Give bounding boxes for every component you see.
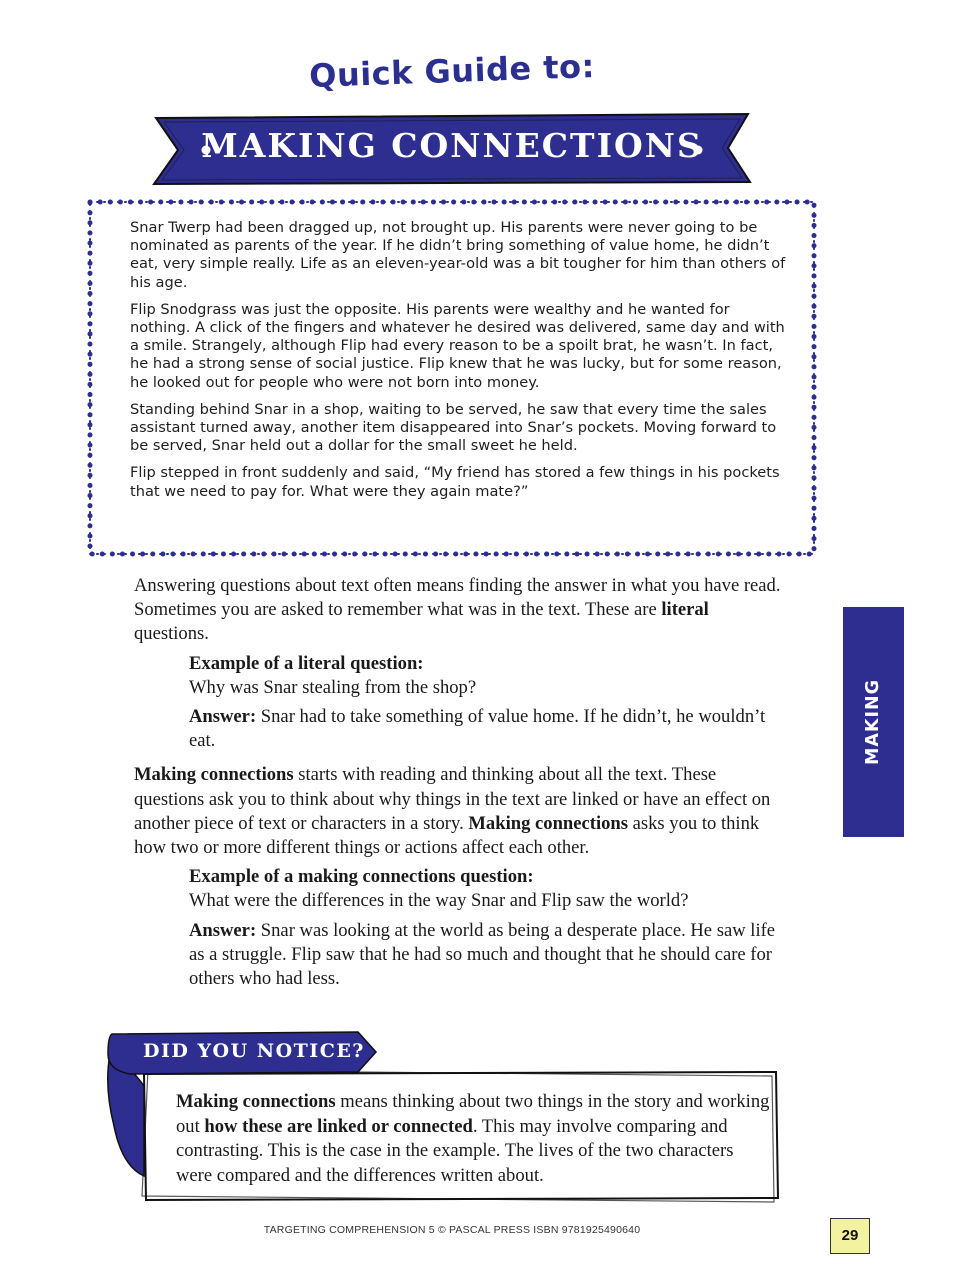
literal-question: Why was Snar stealing from the shop? [189,676,477,698]
mc-term: Making connections [468,812,628,834]
literal-term: literal [661,599,709,621]
answer-label: Answer: [189,919,257,941]
footer-credit: TARGETING COMPREHENSION 5 © PASCAL PRESS ISBN 9781925490640 [263,1224,641,1236]
notice-label: DID YOU NOTICE? [143,1040,365,1062]
notice-term: Making connections [176,1091,336,1112]
mc-example-heading: Example of a making connections question: [189,866,534,888]
side-tab-label: MAKING CONNECTIONS [863,645,944,799]
literal-example-heading: Example of a literal question: [189,652,424,674]
intro-text-end: questions. [134,623,209,645]
answer-text: Snar had to take something of value home. If he didn’t, he wouldn’t eat. [189,706,766,752]
mc-text: starts with reading and thinking about all the text. These questions ask you to think about why things in the text are linked or have an effect on another piece of text or characters in a story. [134,764,771,834]
banner-title: MAKING CONNECTIONS [201,126,703,165]
mc-answer [189,919,784,992]
mc-question: What were the differences in the way Snar and Flip saw the world? [189,890,689,912]
notice-emphasis: how these are linked or connected [204,1115,473,1137]
intro-text: Answering questions about text often means finding the answer in what you have read. Sometimes you are asked to remember what was in the text. These are [134,575,781,621]
story-paragraph: Flip stepped in front suddenly and said, “My friend has stored a few things in his pockets that we need to pay for. What were they again mate?” [130,464,780,500]
notice-body [176,1090,771,1188]
mc-text: asks you to think how two or more different things or actions affect each other. [134,812,760,859]
notice-text: means thinking about two things in the story and working out [176,1091,770,1137]
notice-text-end: . This may involve comparing and contrasting. This is the case in the example. The lives of the two characters were compared and the differences written about. [176,1115,734,1186]
page-number: 29 [830,1218,870,1254]
side-tab [843,607,944,837]
answer-text: Snar was looking at the world as being a desperate place. He saw life as a struggle. Flip saw that he had so much and thought that he should care for others who had less. [189,919,776,990]
notice-paragraph [176,1090,771,1188]
main-body [134,574,784,991]
story-paragraph: Flip Snodgrass was just the opposite. His parents were wealthy and he wanted for nothing. A click of the fingers and whatever he desired was delivered, same day and with a smile. Strangely, although Flip had every reason to be a spoilt brat, he wasn’t. In fact, he had a strong sense of social justice. Flip knew that he was lucky, but for some reason, he looked out for people who were not born into money. [130,300,785,391]
story-paragraph: Standing behind Snar in a shop, waiting to be served, he saw that every time the sales assistant turned away, another item disappeared into Snar’s pockets. Moving forward to be served, Snar held out a dollar for the small sweet he held. [130,400,777,455]
literal-answer [189,705,784,753]
story-paragraph: Snar Twerp had been dragged up, not brought up. His parents were never going to be nominated as parents of the year. If he didn’t bring something of value home, he didn’t eat, very simple really. Life as an eleven-year-old was a bit tougher for him than others of his age. [130,219,786,291]
story-text [130,219,790,510]
guide-title: Quick Guide to: [308,47,596,95]
intro-paragraph [134,574,784,647]
mc-term: Making connections [134,764,294,786]
answer-label: Answer: [189,706,257,728]
making-connections-paragraph [134,763,784,860]
